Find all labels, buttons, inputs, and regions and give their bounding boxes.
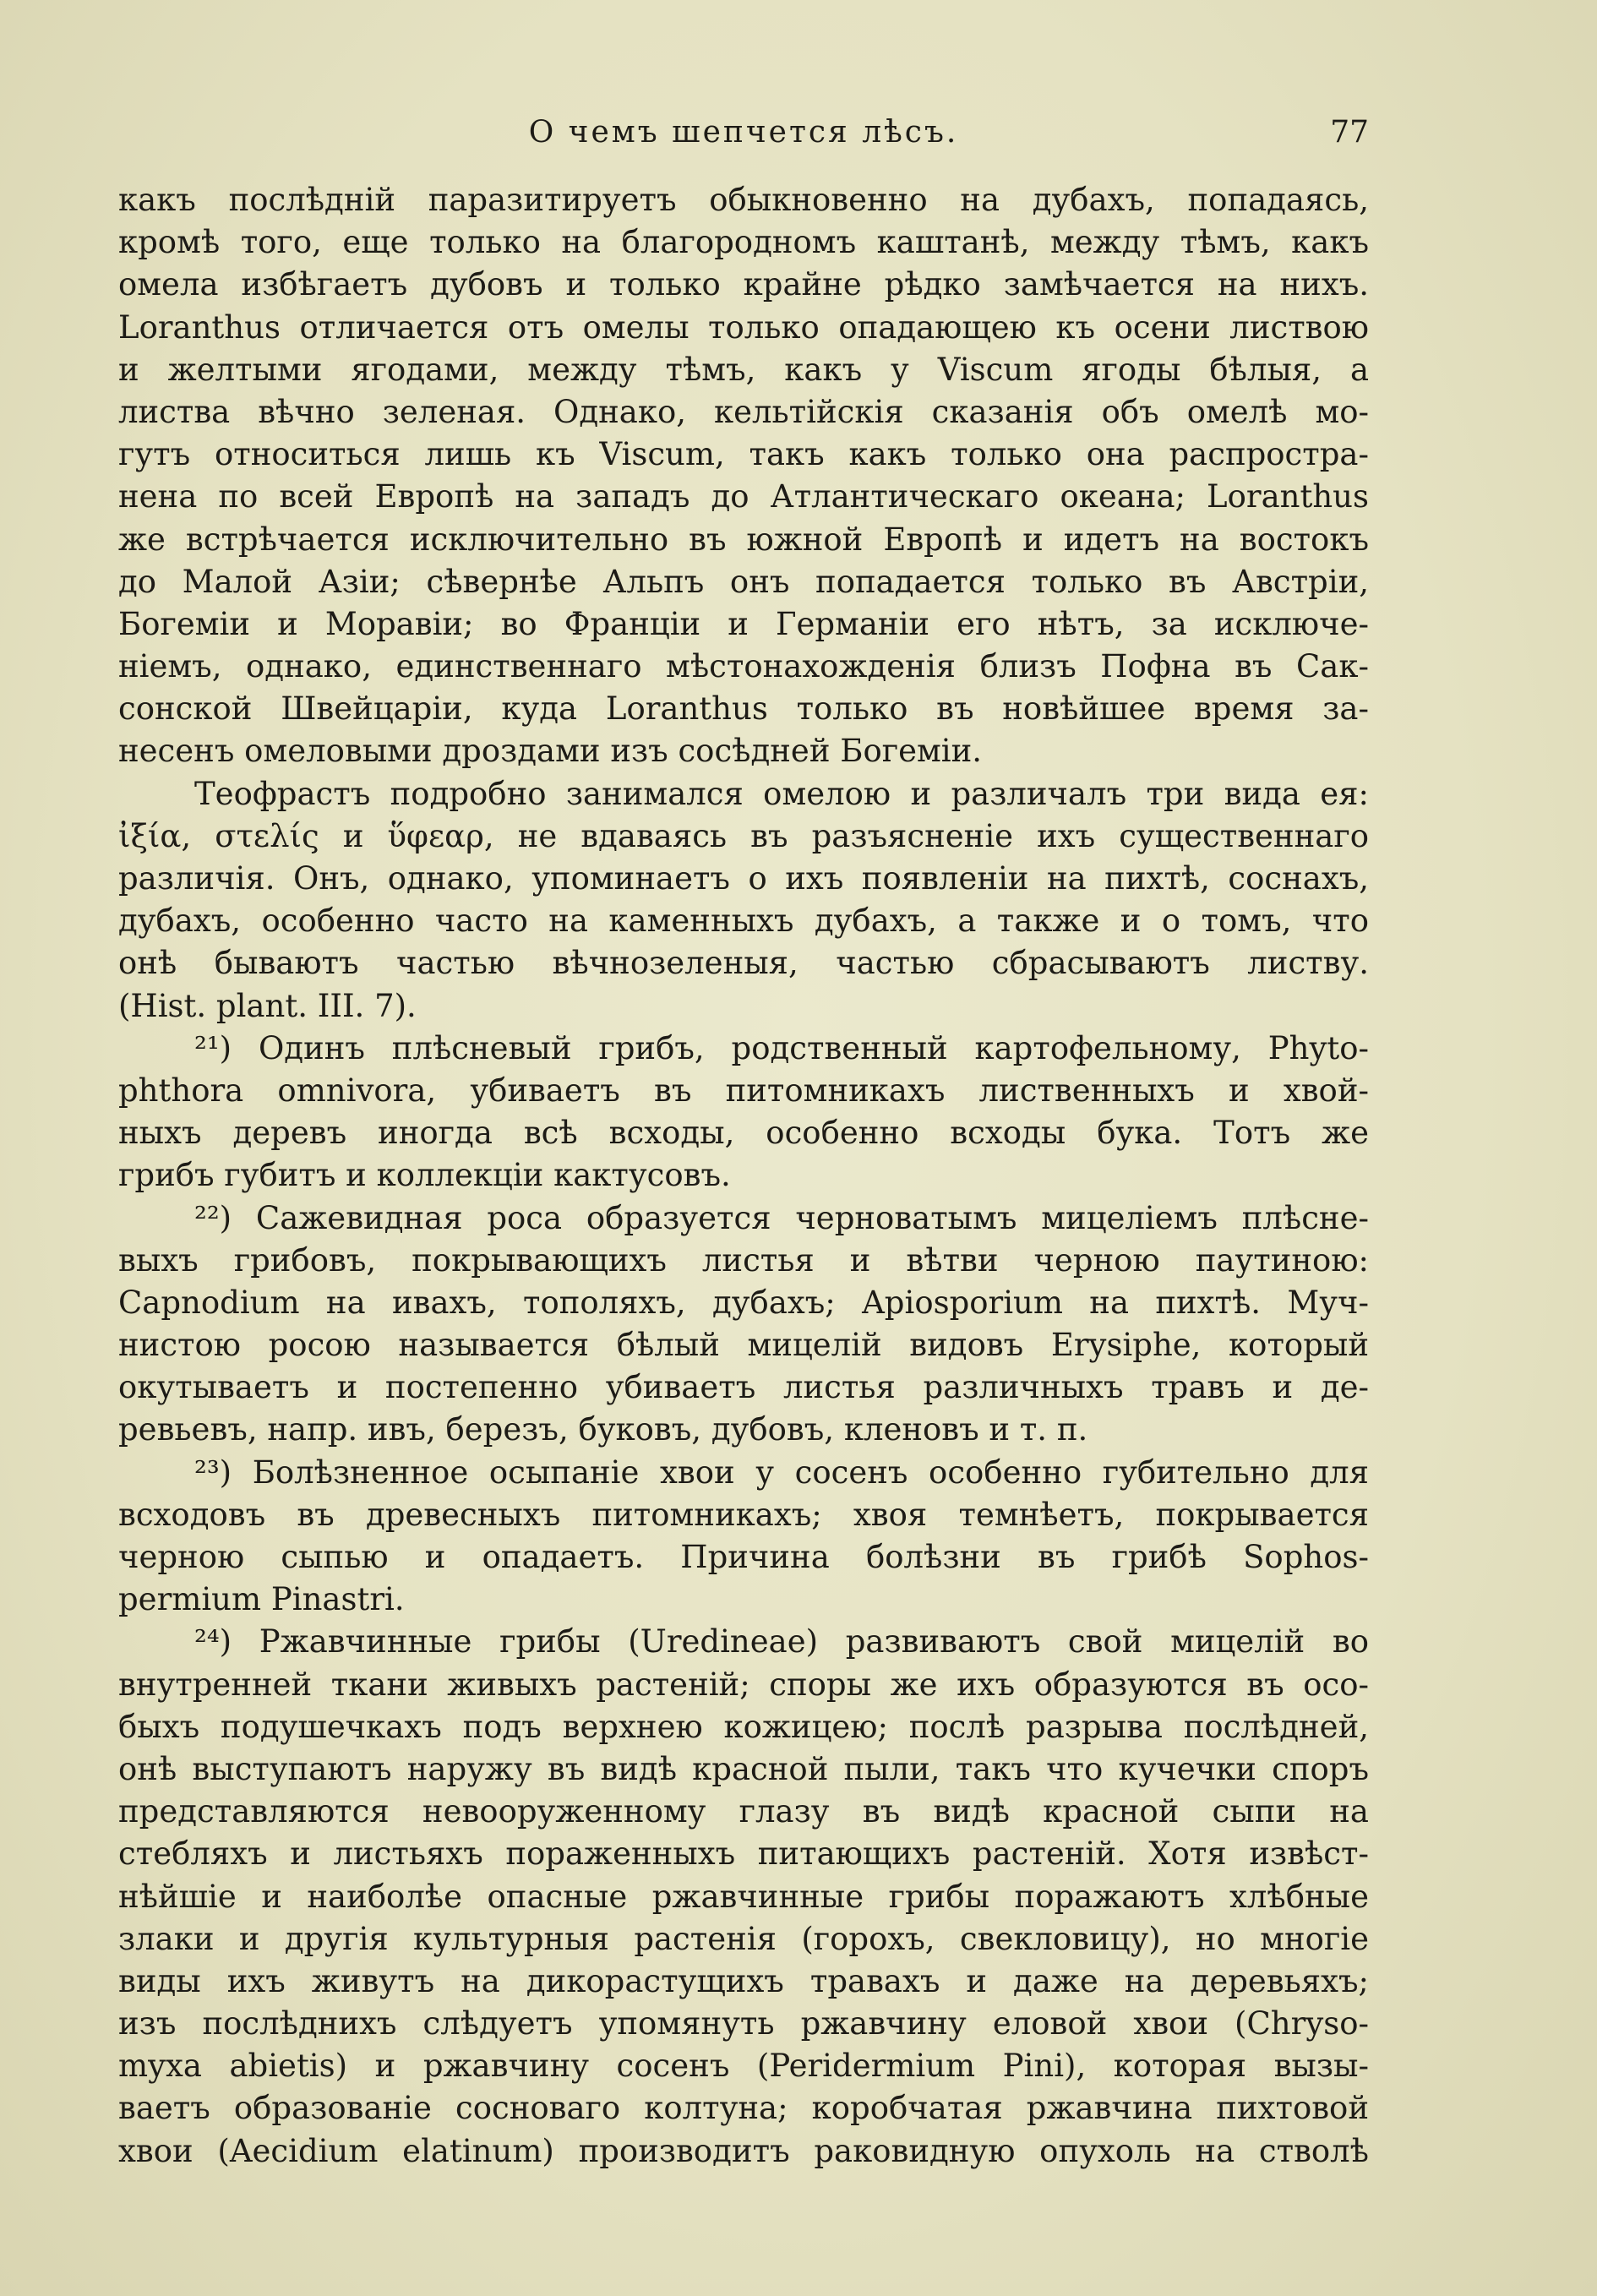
text-line: сонской Швейцаріи, куда Loranthus только въ новѣйшее время за- [118,690,1369,728]
text-line: внутренней ткани живыхъ растеній; споры же ихъ образуются въ осо- [118,1666,1369,1703]
text-line: кромѣ того, еще только на благородномъ каштанѣ, между тѣмъ, какъ [118,224,1369,261]
text-line: выхъ грибовъ, покрывающихъ листья и вѣтви черною паутиною: [118,1241,1369,1279]
body-text [118,179,1369,2173]
text-line: нена по всей Европѣ на западъ до Атлантическаго океана; Loranthus [118,478,1369,515]
text-line: Loranthus отличается отъ омелы только опадающею къ осени листвою [118,308,1369,346]
text-line: онѣ выступаютъ наружу въ видѣ красной пыли, такъ что кучечки споръ [118,1750,1369,1787]
footnote-23-first-line: ²³) Болѣзненное осыпаніе хвои у сосенъ особенно губительно для [194,1453,1369,1491]
text-line: Capnodium на ивахъ, тополяхъ, дубахъ; Apiosporium на пихтѣ. Муч- [118,1284,1369,1321]
text-line: нистою росою называется бѣлый мицелій видовъ Erysiphe, который [118,1327,1369,1364]
footnote-22-first-line: ²²) Сажевидная роса образуется черноватымъ мицеліемъ плѣсне- [194,1199,1369,1236]
text-line: омела избѣгаетъ дубовъ и только крайне рѣдко замѣчается на нихъ. [118,266,1369,303]
text-line: Богеміи и Моравіи; во Франціи и Германіи его нѣтъ, за исключе- [118,605,1369,642]
page-number: 77 [1330,115,1369,150]
text-line: окутываетъ и постепенно убиваетъ листья различныхъ травъ и де- [118,1369,1369,1406]
text-line: гутъ относиться лишь къ Viscum, такъ какъ только она распростра- [118,436,1369,473]
text-line: изъ послѣднихъ слѣдуетъ упомянуть ржавчину еловой хвои (Chryso- [118,2005,1369,2042]
text-line: же встрѣчается исключительно въ южной Европѣ и идетъ на востокъ [118,521,1369,558]
text-line: ныхъ деревъ иногда всѣ всходы, особенно всходы бука. Тотъ же [118,1115,1369,1152]
page-header [118,112,1369,162]
text-line: phthora omnivora, убиваетъ въ питомникахъ лиственныхъ и хвой- [118,1072,1369,1109]
text-line: ваетъ образованіе сосноваго колтуна; коробчатая ржавчина пихтовой [118,2090,1369,2127]
text-line: стебляхъ и листьяхъ пораженныхъ питающихъ растеній. Хотя извѣст- [118,1835,1369,1873]
text-line: онѣ бываютъ частью вѣчнозеленыя, частью сбрасываютъ листву. [118,945,1369,982]
text-line: грибъ губитъ и коллекціи кактусовъ. [118,1157,731,1194]
text-line: хвои (Aecidium elatinum) производитъ раковидную опухоль на стволѣ [118,2132,1369,2169]
text-line: представляются невооруженному глазу въ видѣ красной сыпи на [118,1793,1369,1830]
text-line: различія. Онъ, однако, упоминаетъ о ихъ появленіи на пихтѣ, соснахъ, [118,860,1369,897]
text-line: быхъ подушечкахъ подъ верхнею кожицею; послѣ разрыва послѣдней, [118,1708,1369,1745]
footnote-21-first-line: ²¹) Одинъ плѣсневый грибъ, родственный картофельному, Phyto- [194,1029,1369,1066]
text-line: какъ послѣдній паразитируетъ обыкновенно на дубахъ, попадаясь, [118,182,1369,218]
text-line: ἰξία, στελίς и ὕφεαρ, не вдаваясь въ разъясненіе ихъ существеннаго [118,817,1369,854]
text-line: (Hist. plant. III. 7). [118,987,417,1024]
paragraph-first-line: Теофрастъ подробно занимался омелою и различалъ три вида ея: [194,775,1369,812]
text-line: виды ихъ живутъ на дикорастущихъ травахъ и даже на деревьяхъ; [118,1962,1369,1999]
text-line: дубахъ, особенно часто на каменныхъ дубахъ, а также и о томъ, что [118,903,1369,940]
text-line: злаки и другія культурныя растенія (горохъ, свекловицу), но многіе [118,1920,1369,1957]
footnote-24-first-line: ²⁴) Ржавчинные грибы (Uredineae) развиваютъ свой мицелій во [194,1623,1369,1661]
text-line: черною сыпью и опадаетъ. Причина болѣзни въ грибѣ Sophos- [118,1539,1369,1575]
text-line: ревьевъ, напр. ивъ, березъ, буковъ, дубовъ, кленовъ и т. п. [118,1411,1088,1448]
text-line: всходовъ въ древесныхъ питомникахъ; хвоя темнѣетъ, покрывается [118,1496,1369,1533]
text-line: и желтыми ягодами, между тѣмъ, какъ у Viscum ягоды бѣлыя, а [118,351,1369,388]
text-line: листва вѣчно зеленая. Однако, кельтійскія сказанія объ омелѣ мо- [118,393,1369,430]
text-line: до Малой Азіи; сѣвернѣе Альпъ онъ попадается только въ Австріи, [118,563,1369,600]
text-line: permium Pinastri. [118,1581,405,1618]
text-line: несенъ омеловыми дроздами изъ сосѣдней Богеміи. [118,733,983,770]
running-title: О чемъ шепчется лѣсъ. [528,115,959,150]
text-line: нѣйшіе и наиболѣе опасные ржавчинные грибы поражаютъ хлѣбные [118,1878,1369,1915]
text-line: myxa abietis) и ржавчину сосенъ (Peridermium Pini), которая вызы- [118,2048,1369,2085]
text-line: ніемъ, однако, единственнаго мѣстонахожденія близъ Пофна въ Сак- [118,648,1369,685]
